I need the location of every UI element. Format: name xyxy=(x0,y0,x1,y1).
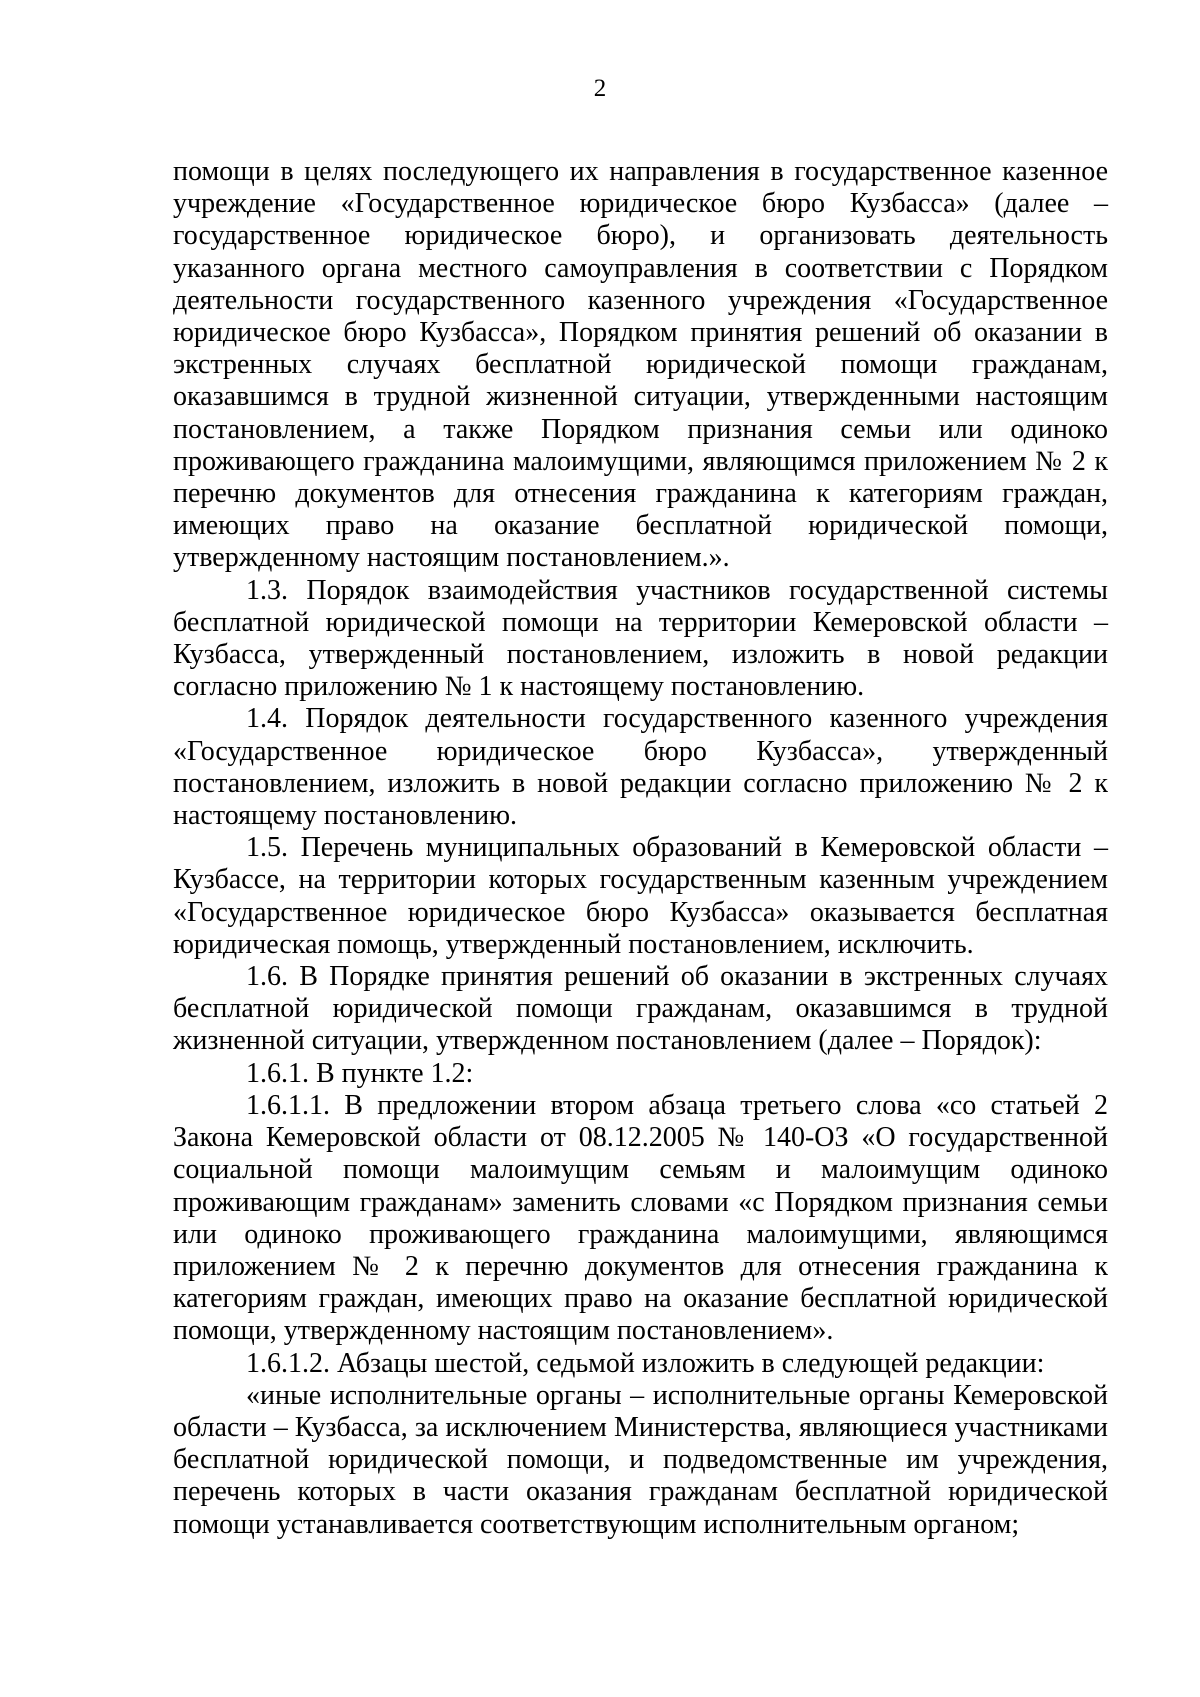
paragraph-1-4: 1.4. Порядок деятельности государственного казенного учреждения «Государственное юридическое бюро Кузбасса», утвержденный постановлением, изложить в новой редакции согласно приложению № 2 к настоящему постановлению. xyxy=(173,703,1108,832)
paragraph-1-5: 1.5. Перечень муниципальных образований в Кемеровской области – Кузбассе, на территории которых государственным казенным учреждением «Государственное юридическое бюро Кузбасса» оказывается бесплатная юридическая помощь, утвержденный постановлением, исключить. xyxy=(173,832,1108,960)
paragraph-1-6-1-2: 1.6.1.2. Абзацы шестой, седьмой изложить в следующей редакции: xyxy=(246,1347,1045,1379)
paragraph-1-6-1: 1.6.1. В пункте 1.2: xyxy=(246,1057,474,1089)
paragraph-1-6: 1.6. В Порядке принятия решений об оказании в экстренных случаях бесплатной юридической помощи гражданам, оказавшимся в трудной жизненной ситуации, утвержденном постановлением (далее – Порядок): xyxy=(173,961,1108,1057)
paragraph-1-3: 1.3. Порядок взаимодействия участников государственной системы бесплатной юридической помощи на территории Кемеровской области – Кузбасса, утвержденный постановлением, изложить в новой редакции согласно приложению № 1 к настоящему постановлению. xyxy=(173,574,1108,703)
document-body xyxy=(173,156,1108,1541)
paragraph-quoted-definition: «иные исполнительные органы – исполнительные органы Кемеровской области – Кузбасса, за исключением Министерства, являющиеся участниками бесплатной юридической помощи, и подведомственные им учреждения, перечень которых в части оказания гражданам бесплатной юридической помощи устанавливается соответствующим исполнительным органом; xyxy=(173,1379,1108,1540)
page-number: 2 xyxy=(593,75,607,102)
paragraph-1-6-1-1: 1.6.1.1. В предложении втором абзаца третьего слова «со статьей 2 Закона Кемеровской области от 08.12.2005 № 140-ОЗ «О государственной социальной помощи малоимущим семьям и малоимущим одиноко проживающим гражданам» заменить словами «с Порядком признания семьи или одиноко проживающего гражданина малоимущими, являющимся приложением № 2 к перечню документов для отнесения гражданина к категориям граждан, имеющих право на оказание бесплатной юридической помощи, утвержденному настоящим постановлением». xyxy=(173,1089,1108,1347)
paragraph-continuation: помощи в целях последующего их направления в государственное казенное учреждение «Государственное юридическое бюро Кузбасса» (далее – государственное юридическое бюро), и организовать деятельность указанного органа местного самоуправления в соответствии с Порядком деятельности государственного казенного учреждения «Государственное юридическое бюро Кузбасса», Порядком принятия решений об оказании в экстренных случаях бесплатной юридической помощи гражданам, оказавшимся в трудной жизненной ситуации, утвержденными настоящим постановлением, а также Порядком признания семьи или одиноко проживающего гражданина малоимущими, являющимся приложением № 2 к перечню документов для отнесения гражданина к категориям граждан, имеющих право на оказание бесплатной юридической помощи, утвержденному настоящим постановлением.». xyxy=(173,156,1108,574)
